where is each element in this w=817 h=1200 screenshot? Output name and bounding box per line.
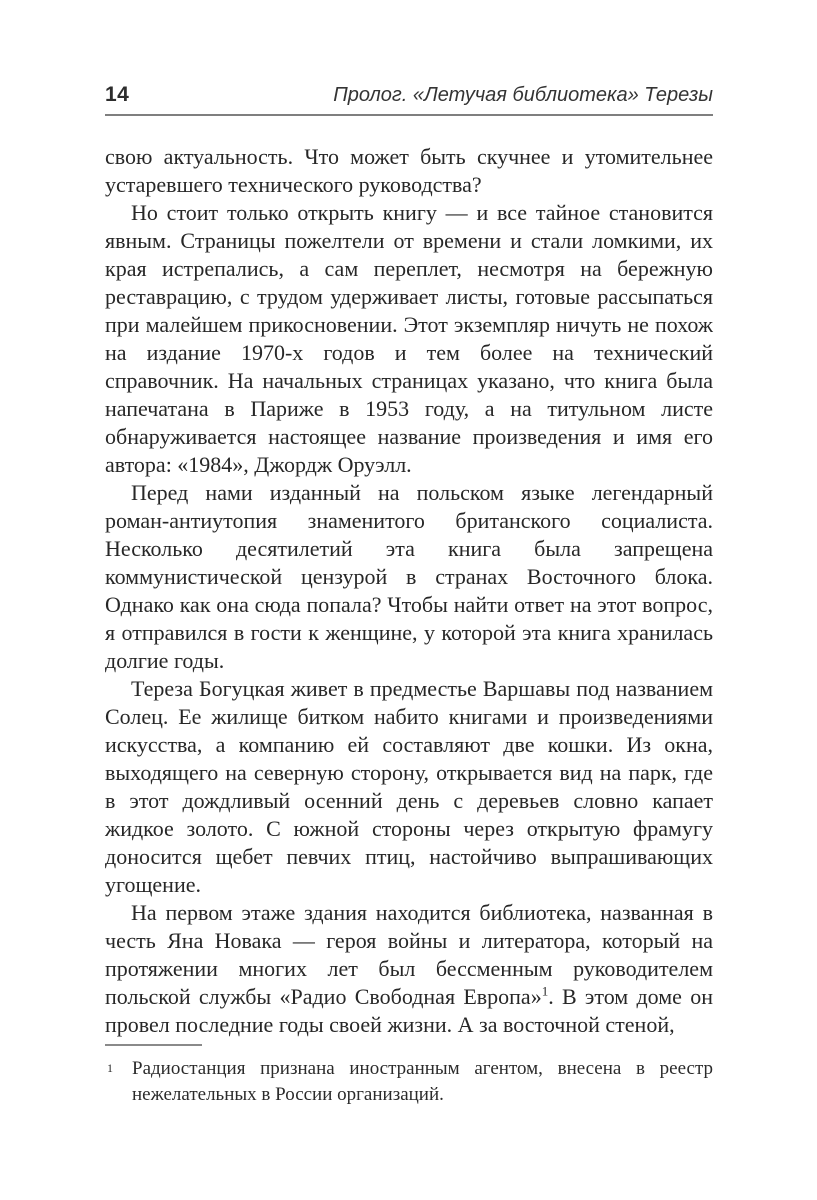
footnote-marker: 1 [107,1061,113,1075]
paragraph: свою актуальность. Что может быть скучнее и утомительнее устаревшего технического руководства? [105,144,713,197]
body-text [105,143,713,1039]
footnote-divider [105,1044,202,1046]
paragraph-text: . В этом доме он провел последние годы своей жизни. А за восточной стеной, [105,984,713,1037]
paragraph: Перед нами изданный на польском языке легендарный роман-антиутопия знаменитого британского социалиста. Несколько десятилетий эта книга была запрещена коммунистической цензурой в странах Восточного блока. Однако как она сюда попала? Чтобы найти ответ на этот вопрос, я отправился в гости к женщине, у которой эта книга хранилась долгие годы. [105,480,713,673]
footnote-ref: 1 [541,983,549,999]
paragraph-text: На первом этаже здания находится библиотека, названная в честь Яна Новака — героя войны и литератора, который на протяжении многих лет был бессменным руководителем польской службы «Радио Свободная Европа» [105,900,713,1009]
paragraph: Но стоит только открыть книгу — и все тайное становится явным. Страницы пожелтели от времени и стали ломкими, их края истрепались, а сам переплет, несмотря на бережную реставрацию, с трудом удерживает листы, готовые рассыпаться при малейшем прикосновении. Этот экземпляр ничуть не похож на издание 1970-х годов и тем более на технический справочник. На начальных страницах указано, что книга была напечатана в Париже в 1953 году, а на титульном листе обнаруживается настоящее название произведения и имя его автора: «1984», Джордж Оруэлл. [105,200,713,477]
paragraph: Тереза Богуцкая живет в предместье Варшавы под названием Солец. Ее жилище битком набито книгами и произведениями искусства, а компанию ей составляют две кошки. Из окна, выходящего на северную сторону, открывается вид на парк, где в этот дождливый осенний день с деревьев словно капает жидкое золото. С южной стороны через открытую фрамугу доносится щебет певчих птиц, настойчиво выпрашивающих угощение. [105,676,713,897]
footnote-text: Радиостанция признана иностранным агентом, внесена в реестр нежелательных в России организаций. [132,1058,713,1105]
page-number: 14 [105,83,130,106]
footnote-body [105,1056,713,1108]
running-title: Пролог. «Летучая библиотека» Терезы [333,84,713,106]
footnote-section [105,1044,713,1108]
paragraph [105,899,713,1039]
page-header [105,83,713,116]
